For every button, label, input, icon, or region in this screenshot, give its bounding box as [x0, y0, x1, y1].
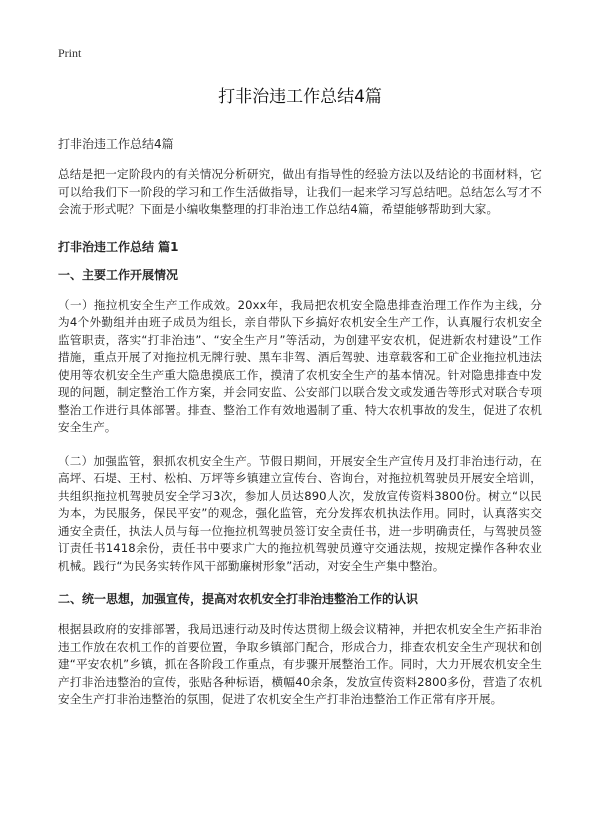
heading-main-work: 一、主要工作开展情况 — [58, 267, 179, 282]
document-title: 打非治违工作总结4篇 — [218, 87, 382, 107]
section-title: 打非治违工作总结 篇1 — [58, 239, 179, 254]
intro-paragraph: 总结是把一定阶段内的有关情况分析研究，做出有指导性的经验方法以及结论的书面材料，它可以给我们下一阶段的学习和工作生活做指导，让我们一起来学习写总结吧。总结怎么写才不会流于形式呢？下面是小编收集整理的打非治违工作总结4篇，希望能够帮助到大家。 — [58, 167, 542, 216]
document-subtitle: 打非治违工作总结4篇 — [58, 137, 174, 151]
paragraph-county-deployment: 根据县政府的安排部署，我局迅速行动及时传达贯彻上级会议精神，并把农机安全生产拓非治违工作放在农机工作的首要位置，争取乡镇部门配合，形成合力，排查农机安全生产现状和创建“平安农机”乡镇，抓在各阶段工作重点，有步骤开展整治工作。同时，大力开展农机安全生产打非治违整治的宣传，张贴各种标语，横幅40余条，发放宣传资料2800多份，营造了农机安全生产打非治违整治的氛围，促进了农机安全生产打非治违整治工作正常有序开展。 — [58, 622, 542, 706]
heading-unify-thinking: 二、统一思想，加强宣传，提高对农机安全打非治违整治工作的认识 — [58, 592, 419, 606]
paragraph-supervision: （二）加强监管，狠抓农机安全生产。节假日期间，开展安全生产宣传月及打非治违行动，在高坪、石堤、王村、松柏、万坪等乡镇建立宣传台、咨询台，对拖拉机驾驶员开展安全培训，共组织拖拉机驾驶员安全学习3次，参加人员达890人次，发放宣传资料3800份。树立“以民为本，为民服务，保民平安”的观念，强化监管，充分发挥农机执法作用。同时，认真落实交通安全责任，执法人员与每一位拖拉机驾驶员签订安全责任书，进一步明确责任，与驾驶员签订责任书1418余份，责任书中要求广大的拖拉机驾驶员遵守交通法规，按规定操作各种农业机械。践行“为民务实转作风干部勤廉树形象”活动，对安全生产集中整治。 — [58, 453, 542, 573]
paragraph-tractor-safety: （一）拖拉机安全生产工作成效。20xx年，我局把农机安全隐患排查治理工作作为主线，分为4个外勤组并由班子成员为组长，亲自带队下乡搞好农机安全生产工作，认真履行农机安全监管职责，落实“打非治违”、“安全生产月”等活动，为创建平安农机，促进新农村建设”工作措施，重点开展了对拖拉机无牌行驶、黑车非驾、酒后驾驶、违章载客和工矿企业拖拉机违法使用等农机安全生产重大隐患摸底工作，摸清了农机安全生产的基本情况。针对隐患排查中发现的问题，制定整治工作方案，并会同安监、公安部门以联合发文或发通告等形式对联合专项整治工作进行具体部署。排查、整治工作有效地遏制了重、特大农机事故的发生，促进了农机安全生产。 — [58, 297, 542, 434]
print-label: Print — [58, 46, 82, 60]
